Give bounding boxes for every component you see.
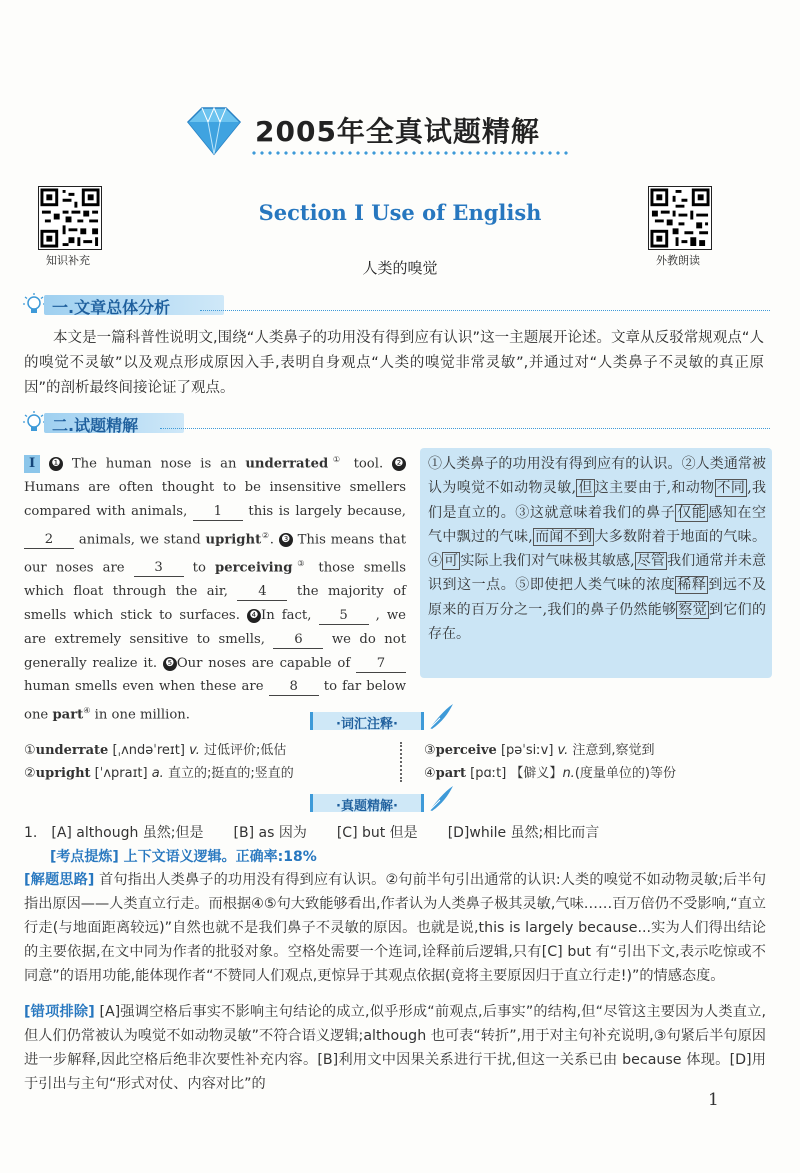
paragraph-marker: Ⅰ [24, 455, 40, 473]
qr-caption-left: 知识补充 [46, 254, 90, 267]
vocab-word: perceiving [214, 560, 293, 576]
passage-text: human smells even when these are [24, 679, 269, 695]
section-divider [200, 310, 770, 311]
sentence-number: ❺ [163, 657, 177, 671]
blank-7[interactable]: 7 [356, 656, 406, 673]
section-header-label: 一.文章总体分析 [52, 298, 171, 317]
diamond-icon [178, 100, 248, 160]
passage-text: to [183, 560, 215, 576]
blank-8[interactable]: 8 [269, 679, 319, 696]
passage-text: the majority of smells which stick to surfaces. [24, 584, 406, 623]
solution-idea [24, 868, 766, 988]
passage-text: tool. [344, 456, 392, 472]
blank-4[interactable]: 4 [237, 584, 287, 601]
sentence-number: ❶ [49, 457, 63, 471]
passage-text: animals, we stand [74, 532, 206, 548]
footnote-mark: ③ [292, 558, 310, 568]
vocab-word: underrated [245, 456, 329, 472]
wrong-option-tag: [错项排除] [24, 1004, 95, 1020]
solution-idea-text: 首句指出人类鼻子的功用没有得到应有认识。②句前半句引出通常的认识:人类的嗅觉不如动物灵敏;后半句指出原因——人类直立行走。而根据④⑤句大致能够看出,作者认为人类鼻子极其灵敏,气味……百万倍仍不受影响,“直立行走(与地面距离较远)”自然也就不是我们鼻子不灵敏的原因。也就是说,this is largely because...实为人们得出结论的主要依据,在文中同为作者的批驳对象。空格处需要一个连词,诠释前后逻辑,只有[C] but 有“引出下文,表示吃惊或不同意”的语用功能,能体现作者“不赞同人们观点,更惊异于其观点依据(竟将主要原因归于直立行走!)”的情感态度。 [24, 872, 767, 984]
vocab-entry-3: ③perceive [pəˈsiːv] v. 注意到,察觉到 [424, 743, 655, 758]
passage-text: In fact, [261, 607, 319, 623]
footnote-mark: ④ [83, 706, 91, 716]
cloze-passage [24, 448, 406, 727]
sentence-number: ❸ [279, 533, 293, 547]
passage-text: , we are extremely sensitive to smells, [24, 607, 406, 647]
blank-2[interactable]: 2 [24, 532, 74, 549]
passage-text: The human nose is an [71, 456, 246, 472]
section-divider [160, 428, 770, 429]
vocab-divider [400, 742, 402, 782]
qr-caption-right: 外教朗读 [656, 254, 700, 267]
translation-segment: ①人类鼻子的功用没有得到应有的认识。②人类通常被认为嗅觉不如动物灵敏, [428, 456, 766, 497]
passage-text: This means that our noses are [24, 532, 407, 576]
quill-icon [426, 702, 456, 732]
translation-segment: ,我们是直立的。③这就意味着我们的鼻子 [428, 480, 767, 521]
blank-5[interactable]: 5 [319, 608, 369, 625]
blank-1[interactable]: 1 [193, 504, 243, 521]
option-a[interactable]: [A] although 虽然;但是 [51, 825, 204, 841]
answer-analysis-label [310, 792, 460, 814]
blank-3[interactable]: 3 [134, 560, 184, 577]
translation-keyword: 稀释 [677, 577, 707, 594]
test-point: [考点提炼] 上下文语义逻辑。正确率:18% [50, 849, 317, 865]
translation-keyword: 仅能 [677, 504, 707, 521]
passage-text: Our noses are capable of [176, 655, 356, 671]
quill-icon [426, 784, 456, 814]
vocab-word: upright [205, 532, 262, 548]
page-title: 2005年全真试题精解 [255, 115, 540, 148]
vocab-word: part [52, 707, 84, 723]
footnote-mark: ② [261, 530, 270, 540]
passage-text: . [269, 532, 279, 548]
translation-segment: 到它们的存在。 [428, 601, 766, 643]
section-header-label: 二.试题精解 [52, 416, 139, 435]
translation-keyword: 不同 [716, 480, 746, 497]
passage-text: we do not generally realize it. [24, 631, 406, 671]
option-c[interactable]: [C] but 但是 [336, 825, 418, 841]
footnote-mark: ① [328, 455, 345, 464]
wrong-option-analysis [24, 1000, 766, 1096]
translation-keyword: 察觉 [678, 601, 708, 618]
translation-segment: 大多数附着于地面的气味。④ [428, 528, 766, 570]
option-b[interactable]: [B] as 因为 [233, 825, 307, 841]
passage-text: those smells which float through the air, [24, 560, 407, 600]
section-title: Section Ⅰ Use of English [258, 200, 542, 225]
ribbon-label: ·词汇注释· [336, 717, 398, 732]
section-header-questions [22, 410, 262, 436]
wrong-option-text: [A]强调空格后事实不影响主句结论的成立,似乎形成“前观点,后事实”的结构,但“尽管这主要因为人类直立,但人们仍常被认为嗅觉不如动物灵敏”不符合语义逻辑;although 也可表“转折”,用于对主句补充说明,③句紧后半句原因进一步解释,因此空格后绝非次要性补充内容。[B]利用文中因果关系进行干扰,但这一关系已由 because 体现。[D]用于引出与主句“形式对仗、内容对比”的 [24, 1004, 767, 1092]
passage-text: Humans are often thought to be insensitive smellers compared with animals, [24, 480, 406, 519]
translation-keyword: 但 [578, 480, 593, 497]
translation-keyword: 尽管 [636, 553, 666, 570]
translation-segment: 感知在空气中飘过的气味, [428, 504, 767, 545]
option-d[interactable]: [D]while 虽然;相比而言 [447, 825, 600, 841]
title-underline [250, 150, 570, 156]
page-number: 1 [708, 1090, 719, 1110]
vocab-notes-label [310, 710, 460, 732]
passage-text: in one million. [90, 707, 190, 723]
blank-6[interactable]: 6 [273, 632, 323, 649]
translation-segment: 这主要由于,和动物 [594, 480, 715, 497]
translation-text [428, 452, 766, 646]
vocab-entry-4: ④part [pɑːt] 【僻义】n.(度量单位的)等份 [424, 766, 676, 781]
translation-segment: 到远不及原来的百万分之一,我们的鼻子仍然能够 [428, 577, 767, 618]
article-analysis-text: 本文是一篇科普性说明文,围绕“人类鼻子的功用没有得到应有认识”这一主题展开论述。文章从反驳常规观点“人的嗅觉不灵敏”以及观点形成原因入手,表明自身观点“人类的嗅觉非常灵敏”,并通过对“人类鼻子不灵敏的真正原因”的剖析最终间接论证了观点。 [24, 330, 764, 396]
ribbon-label: ·真题精解· [336, 799, 398, 814]
translation-segment: 我们通常并未意识到这一点。⑤即使把人类气味的浓度 [428, 553, 767, 594]
solution-idea-tag: [解题思路] [24, 872, 95, 888]
section-header-analysis [22, 292, 262, 318]
question-number: 1. [24, 825, 38, 841]
passage-subtitle: 人类的嗅觉 [362, 259, 438, 277]
vocab-entry-1: ①underrate [ˌʌndəˈreɪt] v. 过低评价;低估 [24, 743, 287, 758]
translation-keyword: 可 [444, 553, 459, 570]
vocab-entry-2: ②upright [ˈʌpraɪt] a. 直立的;挺直的;竖直的 [24, 766, 294, 781]
sentence-number: ❷ [392, 457, 406, 471]
passage-text: to far below one [24, 679, 406, 723]
translation-segment: 实际上我们对气味极其敏感, [460, 553, 635, 570]
passage-text: this is largely because, [242, 503, 406, 519]
question-1-options [24, 822, 629, 842]
translation-keyword: 而闻不到 [534, 528, 593, 545]
sentence-number: ❹ [247, 609, 261, 623]
